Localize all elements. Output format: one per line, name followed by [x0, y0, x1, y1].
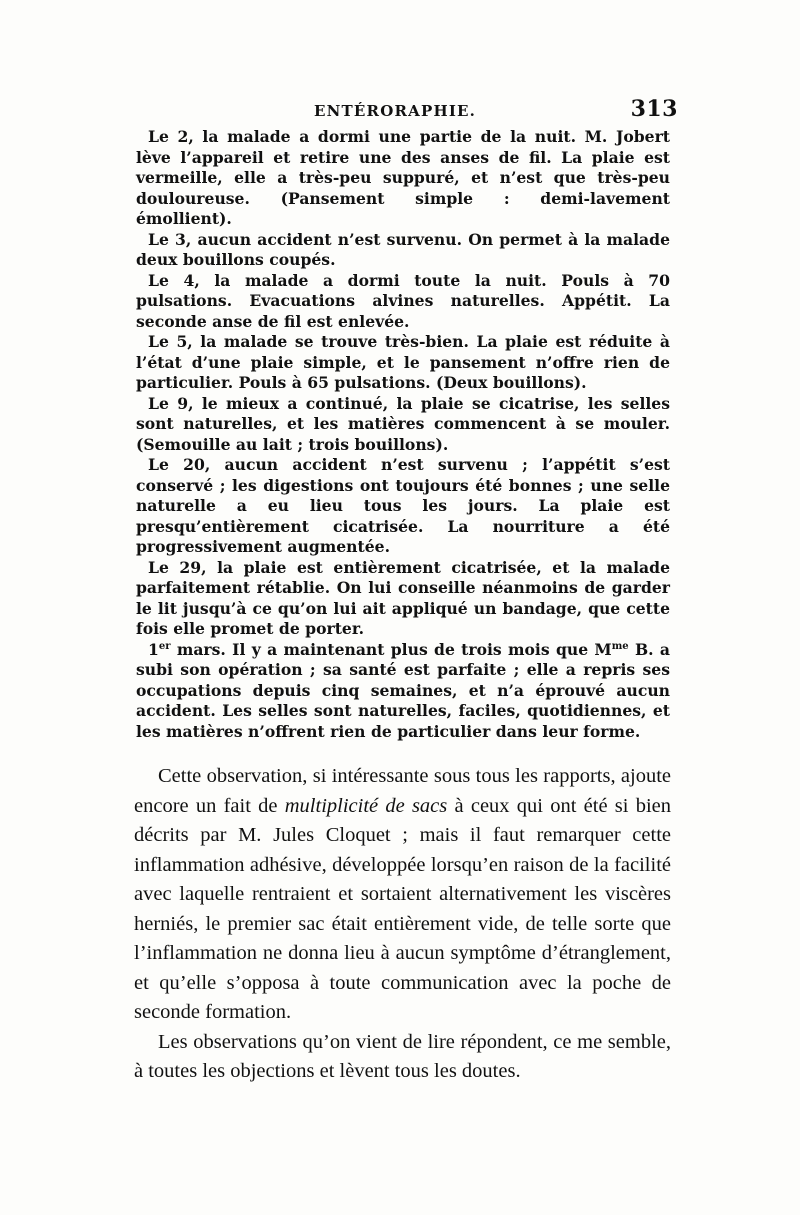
journal-entry-day-4: Le 4, la malade a dormi toute la nuit. Pouls à 70 pulsations. Evacuations alvines naturelles. Appétit. La seconde anse de fil est enlevée.	[136, 270, 670, 331]
commentary	[134, 762, 671, 1087]
march-text-b: B. a subi son opération ; sa santé est parfaite ; elle a repris ses occupations depuis cinq semaines, et n’a éprouvé aucun accident. Les selles sont naturelles, faciles, quotidiennes, et les matières n’offrent rien de particulier dans leur forme.	[136, 639, 670, 741]
clinical-journal	[136, 127, 670, 742]
journal-entry-day-5: Le 5, la malade se trouve très-bien. La plaie est réduite à l’état d’une plaie simple, et le pansement n’offre rien de particulier. Pouls à 65 pulsations. (Deux bouillons).	[136, 332, 670, 392]
journal-entry-day-3: Le 3, aucun accident n’est survenu. On permet à la malade deux bouillons coupés.	[136, 229, 670, 269]
journal-entry-day-20: Le 20, aucun accident n’est survenu ; l’appétit s’est conservé ; les digestions ont toujours été bonnes ; une selle naturelle a eu lieu tous les jours. La plaie est presqu’entièrement cicatrisée. La nourriture a été progressivement augmentée.	[136, 455, 670, 556]
title-suffix: me	[611, 640, 629, 652]
commentary-text-a: Cette observation, si intéressante sous tous les rapports, ajoute encore un fait de	[134, 765, 671, 817]
commentary-text-b: à ceux qui ont été si bien décrits par M. Jules Cloquet ; mais il faut remarquer cette inflammation adhésive, développée lorsqu’en raison de la facilité avec laquelle rentraient et sortaient alternativement les viscères herniés, le premier sac était entièrement vide, de telle sorte que l’inflammation ne donna lieu à aucun symptôme d’étranglement, et qu’elle s’opposa à toute communication avec la poche de seconde formation.	[134, 794, 671, 1023]
march-day: 1	[148, 639, 159, 659]
journal-entry-day-9: Le 9, le mieux a continué, la plaie se cicatrise, les selles sont naturelles, et les matières commencent à se mouler. (Semouille au lait ; trois bouillons).	[136, 393, 670, 454]
journal-entry-day-29: Le 29, la plaie est entièrement cicatrisée, et la malade parfaitement rétablie. On lui conseille néanmoins de garder le lit jusqu’à ce qu’on lui ait appliqué un bandage, que cette fois elle promet de porter.	[136, 557, 670, 638]
march-day-suffix: er	[158, 640, 171, 652]
journal-entry-march-1	[136, 640, 670, 743]
march-text-a: mars. Il y a maintenant plus de trois mois que M	[170, 639, 612, 659]
commentary-italic: multiplicité de sacs	[284, 794, 448, 817]
page-number: 313	[630, 96, 678, 122]
commentary-paragraph-1	[134, 762, 671, 1028]
running-head: ENTÉRORAPHIE.	[314, 102, 477, 120]
page-header	[136, 96, 678, 126]
journal-entry-day-2: Le 2, la malade a dormi une partie de la nuit. M. Jobert lève l’appareil et retire une des anses de fil. La plaie est vermeille, elle a très-peu suppuré, et n’est que très-peu douloureuse. (Pansement simple : demi-lavement émollient).	[136, 127, 670, 228]
commentary-paragraph-2: Les observations qu’on vient de lire répondent, ce me semble, à toutes les objections et lèvent tous les doutes.	[134, 1030, 671, 1082]
